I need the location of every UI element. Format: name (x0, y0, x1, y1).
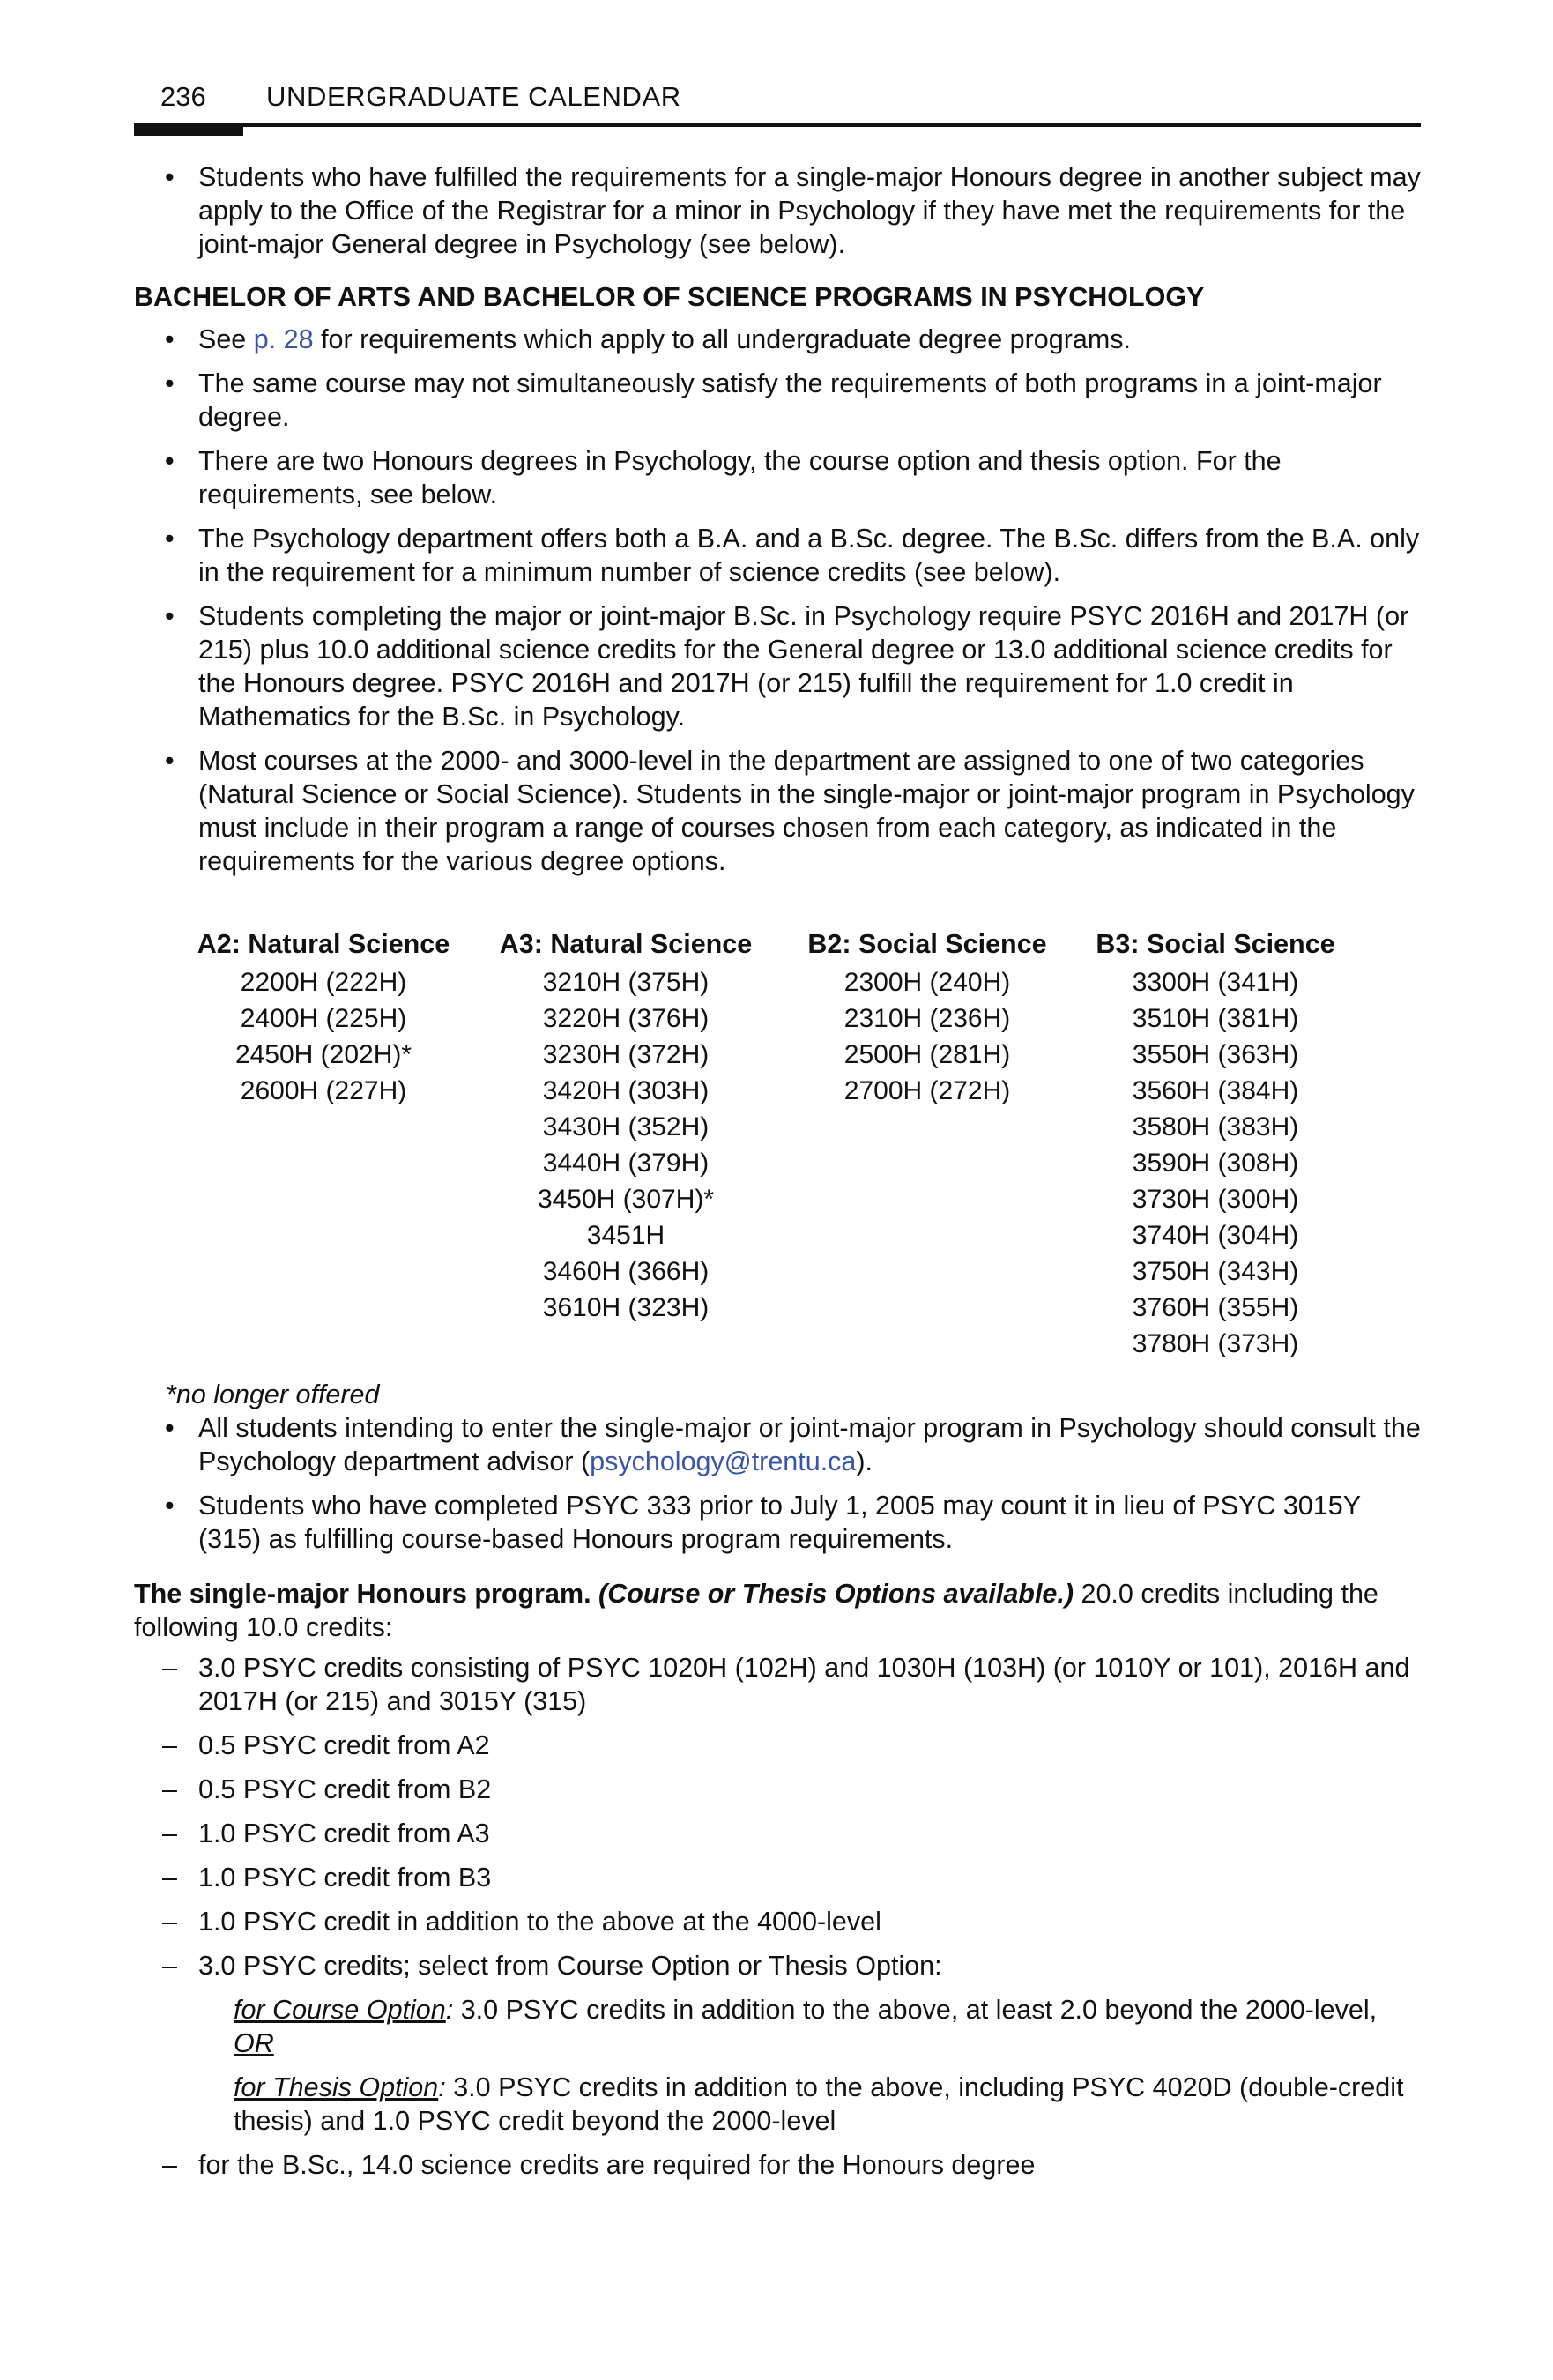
course-code: 3750H (343H) (1132, 1257, 1299, 1286)
list-item: – 3.0 PSYC credits consisting of PSYC 1020H (102H) and 1030H (103H) (or 1010Y or 101), 2016H and 2017H (or 215) and 3015Y (315) (134, 1651, 1421, 1718)
course-code: 3210H (375H) (542, 968, 710, 997)
course-code: 2500H (281H) (843, 1040, 1011, 1069)
course-option-label: for Course Option (234, 1995, 446, 2025)
course-code: 2310H (236H) (843, 1004, 1011, 1033)
header-rule (134, 123, 1421, 127)
course-code: 2300H (240H) (843, 968, 1011, 997)
list-item: • The same course may not simultaneously satisfy the requirements of both programs in a joint-major degree. (134, 367, 1421, 434)
or-label: OR (234, 2028, 274, 2058)
program-intro (134, 1577, 1421, 1644)
list-item: – 1.0 PSYC credit in addition to the above at the 4000-level (134, 1905, 1421, 1938)
category-title: A2: Natural Science (197, 929, 450, 959)
course-code: 3430H (352H) (542, 1112, 710, 1142)
list-item: • Students who have completed PSYC 333 prior to July 1, 2005 may count it in lieu of PSYC 3015Y (315) as fulfilling course-based Honours program requirements. (134, 1489, 1421, 1556)
course-code: 3450H (307H)* (537, 1185, 715, 1214)
course-code: 2600H (227H) (240, 1076, 407, 1105)
page-link[interactable]: p. 28 (253, 324, 314, 354)
list-item: • The Psychology department offers both a B.A. and a B.Sc. degree. The B.Sc. differs from the B.A. only in the requirement for a minimum number of science credits (see below). (134, 522, 1421, 589)
list-item: – 1.0 PSYC credit from B3 (134, 1861, 1421, 1894)
course-code: 2400H (225H) (240, 1004, 407, 1033)
program-notes-list (134, 323, 1421, 878)
category-title: B3: Social Science (1096, 929, 1335, 959)
list-item: – for the B.Sc., 14.0 science credits are required for the Honours degree (134, 2148, 1421, 2182)
course-option-text: 3.0 PSYC credits in addition to the above, at least 2.0 beyond the 2000-level, (460, 1995, 1378, 2025)
course-code: 3550H (363H) (1132, 1040, 1299, 1069)
footnote: *no longer offered (166, 1380, 380, 1409)
category-a2 (180, 927, 467, 1362)
course-categories (134, 927, 1421, 1362)
course-code: 3420H (303H) (542, 1076, 710, 1105)
category-title: A3: Natural Science (499, 929, 753, 959)
course-code: 3440H (379H) (542, 1149, 710, 1178)
category-items (467, 964, 784, 1326)
thesis-option-label: for Thesis Option (234, 2072, 439, 2102)
course-code: 3780H (373H) (1132, 1329, 1299, 1358)
bullet-text: See (198, 324, 254, 354)
course-code: 3740H (304H) (1132, 1221, 1299, 1250)
course-code: 3451H (586, 1221, 665, 1250)
program-options: (Course or Thesis Options available.) (598, 1579, 1074, 1609)
advisor-email-link[interactable]: psychology@trentu.ca (590, 1447, 857, 1476)
category-items (180, 964, 467, 1109)
course-code: 3560H (384H) (1132, 1076, 1299, 1105)
page-content (134, 160, 1421, 2182)
course-code: 3230H (372H) (542, 1040, 710, 1069)
bsc-note-list (134, 2148, 1421, 2182)
course-code: 3610H (323H) (542, 1293, 710, 1322)
thesis-option-text: 3.0 PSYC credits in addition to the above, including PSYC 4020D (double-credit thesis) and 1.0 PSYC credit beyond the 2000-level (234, 2072, 1404, 2136)
category-items (784, 964, 1070, 1109)
list-item: – 0.5 PSYC credit from B2 (134, 1773, 1421, 1806)
advisor-list (134, 1411, 1421, 1556)
course-code: 2700H (272H) (843, 1076, 1011, 1105)
list-item: – 3.0 PSYC credits; select from Course Option or Thesis Option: (134, 1949, 1421, 1982)
list-item: – 1.0 PSYC credit from A3 (134, 1817, 1421, 1850)
list-item: • Most courses at the 2000- and 3000-level in the department are assigned to one of two categories (Natural Science or Social Science). Students in the single-major or joint-major program in Psychology must include in their program a range of courses chosen from each category, as indicated in the requirements for the various degree options. (134, 744, 1421, 878)
bullet-text: ). (856, 1447, 873, 1476)
thesis-option: for Thesis Option: 3.0 PSYC credits in addition to the above, including PSYC 4020D (double-credit thesis) and 1.0 PSYC credit beyond the 2000-level (234, 2072, 1404, 2136)
requirements-list (134, 1651, 1421, 1982)
list-item: • Students completing the major or joint-major B.Sc. in Psychology require PSYC 2016H and 2017H (or 215) plus 10.0 additional science credits for the General degree or 13.0 additional science credits for the Honours degree. PSYC 2016H and 2017H (or 215) fulfill the requirement for 1.0 credit in Mathematics for the B.Sc. in Psychology. (134, 599, 1421, 733)
category-title: B2: Social Science (807, 929, 1047, 959)
page-header (134, 81, 1421, 120)
category-items (1070, 964, 1361, 1362)
category-a3 (467, 927, 784, 1362)
course-code: 2200H (222H) (240, 968, 407, 997)
page-number: 236 (160, 81, 206, 112)
category-b2 (784, 927, 1070, 1362)
header-rule-block (134, 123, 243, 136)
intro-bullet: • Students who have fulfilled the requirements for a single-major Honours degree in another subject may apply to the Office of the Registrar for a minor in Psychology if they have met the requirements for the joint-major General degree in Psychology (see below). (134, 160, 1421, 261)
list-item: – 0.5 PSYC credit from A2 (134, 1729, 1421, 1762)
course-code: 2450H (202H)* (234, 1040, 412, 1069)
course-code: 3730H (300H) (1132, 1185, 1299, 1214)
program-credits: 20.0 credits including the following 10.0 credits: (134, 1579, 1378, 1642)
course-code: 3580H (383H) (1132, 1112, 1299, 1142)
course-code: 3460H (366H) (542, 1257, 710, 1286)
bullet-text: All students intending to enter the single-major or joint-major program in Psychology should consult the Psychology department advisor ( (198, 1413, 1421, 1476)
section-heading: BACHELOR OF ARTS AND BACHELOR OF SCIENCE PROGRAMS IN PSYCHOLOGY (134, 282, 1205, 312)
course-code: 3590H (308H) (1132, 1149, 1299, 1178)
course-option: for Course Option: 3.0 PSYC credits in addition to the above, at least 2.0 beyond the 2000-level, OR (234, 1995, 1378, 2058)
bullet-text: for requirements which apply to all undergraduate degree programs. (313, 324, 1131, 354)
course-code: 3300H (341H) (1132, 968, 1299, 997)
course-code: 3760H (355H) (1132, 1293, 1299, 1322)
running-title: UNDERGRADUATE CALENDAR (266, 81, 681, 112)
list-item: • There are two Honours degrees in Psychology, the course option and thesis option. For the requirements, see below. (134, 444, 1421, 511)
course-code: 3510H (381H) (1132, 1004, 1299, 1033)
course-code: 3220H (376H) (542, 1004, 710, 1033)
list-item (134, 1411, 1421, 1478)
category-b3 (1070, 927, 1361, 1362)
program-title: The single-major Honours program. (134, 1579, 591, 1609)
list-item (134, 323, 1421, 356)
calendar-page (134, 81, 1421, 2192)
intro-list (134, 160, 1421, 261)
